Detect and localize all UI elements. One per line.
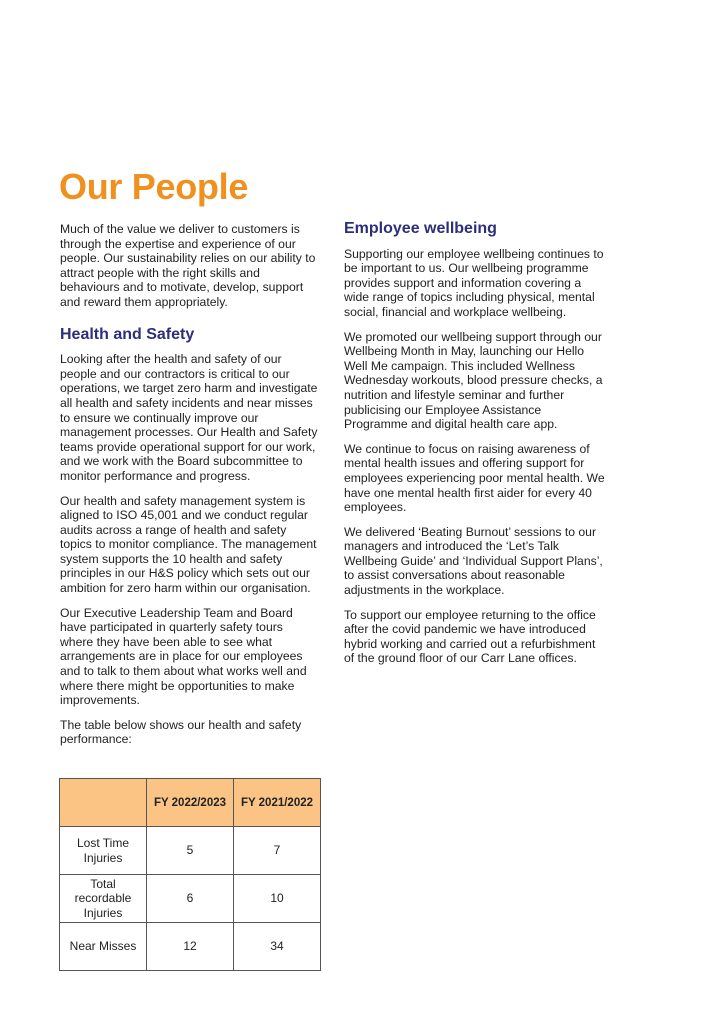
row-label: Near Misses — [60, 923, 147, 971]
wellbeing-paragraph-5: To support our employee returning to the office after the covid pandemic we have introduced hybrid working and carried out a refurbishment of the ground floor of our Carr Lane offices. — [344, 607, 596, 666]
table-row — [60, 827, 321, 875]
wellbeing-paragraph-4: We delivered ‘Beating Burnout’ sessions to our managers and introduced the ‘Let’s Talk Wellbeing Guide’ and ‘Individual Support Plans’, to assist conversations about reasonable adjustments in the workplace. — [344, 524, 603, 598]
page-title: Our People — [59, 166, 249, 207]
row-label: Total recordable Injuries — [60, 875, 147, 923]
wellbeing-paragraph-3: We continue to focus on raising awareness of mental health issues and offering support for employees experiencing poor mental health. We have one mental health first aider for every 40 employees. — [344, 441, 605, 515]
wellbeing-paragraph-1: Supporting our employee wellbeing continues to be important to us. Our wellbeing programme provides support and information covering a wide range of topics including physical, mental social, financial and workplace wellbeing. — [344, 246, 604, 319]
row-value-fy2023: 12 — [147, 923, 234, 971]
row-value-fy2022: 10 — [234, 875, 321, 923]
health-safety-table — [59, 778, 321, 971]
health-safety-heading: Health and Safety — [60, 325, 195, 343]
right-column — [344, 222, 606, 676]
health-paragraph-3: Our Executive Leadership Team and Board have participated in quarterly safety tours where they have been able to see what arrangements are in place for our employees and to talk to them about what works well and where there might be opportunities to make improvements. — [60, 605, 307, 708]
table-header-blank — [60, 779, 147, 827]
row-value-fy2023: 5 — [147, 827, 234, 875]
table-row — [60, 875, 321, 923]
row-value-fy2023: 6 — [147, 875, 234, 923]
left-column — [60, 222, 318, 757]
table-row — [60, 923, 321, 971]
table-header-fy2022: FY 2021/2022 — [234, 779, 321, 827]
table-header-row — [60, 779, 321, 827]
employee-wellbeing-heading: Employee wellbeing — [344, 220, 497, 237]
row-value-fy2022: 7 — [234, 827, 321, 875]
wellbeing-paragraph-2: We promoted our wellbeing support through our Wellbeing Month in May, launching our Hello Well Me campaign. This included Wellness Wednesday workouts, blood pressure checks, a nutrition and lifestyle seminar and further publicising our Employee Assistance Programme and digital health care app. — [344, 329, 603, 432]
row-label: Lost Time Injuries — [60, 827, 147, 875]
health-paragraph-4: The table below shows our health and safety performance: — [60, 717, 302, 747]
table-header-fy2023: FY 2022/2023 — [147, 779, 234, 827]
row-value-fy2022: 34 — [234, 923, 321, 971]
health-paragraph-1: Looking after the health and safety of our people and our contractors is critical to our operations, we target zero harm and investigate all health and safety incidents and near misses to ensure we continually improve our management processes. Our Health and Safety teams provide operational support for our work, and we work with the Board subcommittee to monitor performance and progress. — [60, 352, 318, 483]
intro-paragraph: Much of the value we deliver to customers is through the expertise and experience of our people. Our sustainability relies on our ability to attract people with the right skills and behaviours and to motivate, develop, support and reward them appropriately. — [60, 222, 316, 309]
health-paragraph-2: Our health and safety management system is aligned to ISO 45,001 and we conduct regular audits across a range of health and safety topics to monitor compliance. The management system supports the 10 health and safety principles in our H&S policy which sets out our ambition for zero harm within our organisation. — [60, 493, 317, 596]
